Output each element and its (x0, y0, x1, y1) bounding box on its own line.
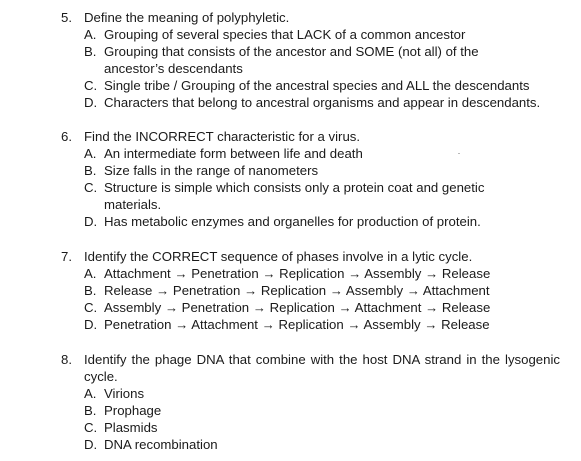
option-text: Structure is simple which consists only a protein coat and genetic materials. (104, 180, 485, 212)
option-a (0, 265, 581, 282)
scan-speck (458, 153, 460, 154)
option-c (0, 179, 581, 213)
option-text: Virions (104, 386, 145, 401)
option-d (0, 94, 581, 111)
option-b (0, 43, 581, 77)
question-number: 6. (61, 129, 72, 144)
question-text: Find the INCORRECT characteristic for a virus. (84, 129, 361, 144)
option-text: Assembly → Penetration → Replication → Attachment → Release (104, 300, 491, 315)
option-letter: C. (84, 300, 98, 315)
question-text: Identify the phage DNA that combine with the host DNA strand in the lysogenic cycle. (84, 352, 560, 384)
question-number: 8. (61, 352, 72, 367)
option-letter: B. (84, 403, 97, 418)
option-text: Single tribe / Grouping of the ancestral species and ALL the descendants (104, 78, 530, 93)
option-text: Characters that belong to ancestral organisms and appear in descendants. (104, 95, 541, 110)
option-text: Attachment → Penetration → Replication → Assembly → Release (104, 266, 491, 281)
option-letter: D. (84, 95, 98, 110)
option-text: Prophage (104, 403, 162, 418)
answer-options (0, 265, 581, 333)
option-letter: A. (84, 27, 97, 42)
option-letter: B. (84, 44, 97, 59)
option-letter: C. (84, 180, 98, 195)
option-text: Release → Penetration → Replication → Assembly → Attachment (104, 283, 490, 298)
answer-options (0, 385, 581, 453)
option-text: An intermediate form between life and death (104, 146, 363, 161)
option-b (0, 402, 581, 419)
answer-options (0, 26, 581, 111)
question-number: 5. (61, 10, 72, 25)
option-letter: A. (84, 386, 97, 401)
option-text: DNA recombination (104, 437, 218, 452)
option-c (0, 419, 581, 436)
question-text: Define the meaning of polyphyletic. (84, 10, 290, 25)
option-text: Grouping that consists of the ancestor and SOME (not all) of the ancestor’s descendants (104, 44, 479, 76)
option-a (0, 385, 581, 402)
option-text: Has metabolic enzymes and organelles for production of protein. (104, 214, 481, 229)
option-d (0, 436, 581, 453)
question-text: Identify the CORRECT sequence of phases involve in a lytic cycle. (84, 249, 473, 264)
option-text: Penetration → Attachment → Replication → Assembly → Release (104, 317, 490, 332)
option-d (0, 316, 581, 333)
option-letter: D. (84, 317, 98, 332)
option-text: Size falls in the range of nanometers (104, 163, 319, 178)
option-text: Grouping of several species that LACK of a common ancestor (104, 27, 466, 42)
option-letter: B. (84, 163, 97, 178)
option-c (0, 299, 581, 316)
option-text: Plasmids (104, 420, 158, 435)
option-a (0, 26, 581, 43)
option-letter: C. (84, 420, 98, 435)
option-d (0, 213, 581, 230)
question-number: 7. (61, 249, 72, 264)
option-c (0, 77, 581, 94)
option-a (0, 145, 581, 162)
option-letter: D. (84, 437, 98, 452)
option-letter: B. (84, 283, 97, 298)
option-letter: C. (84, 78, 98, 93)
answer-options (0, 145, 581, 230)
option-b (0, 162, 581, 179)
option-b (0, 282, 581, 299)
option-letter: A. (84, 146, 97, 161)
option-letter: A. (84, 266, 97, 281)
option-letter: D. (84, 214, 98, 229)
